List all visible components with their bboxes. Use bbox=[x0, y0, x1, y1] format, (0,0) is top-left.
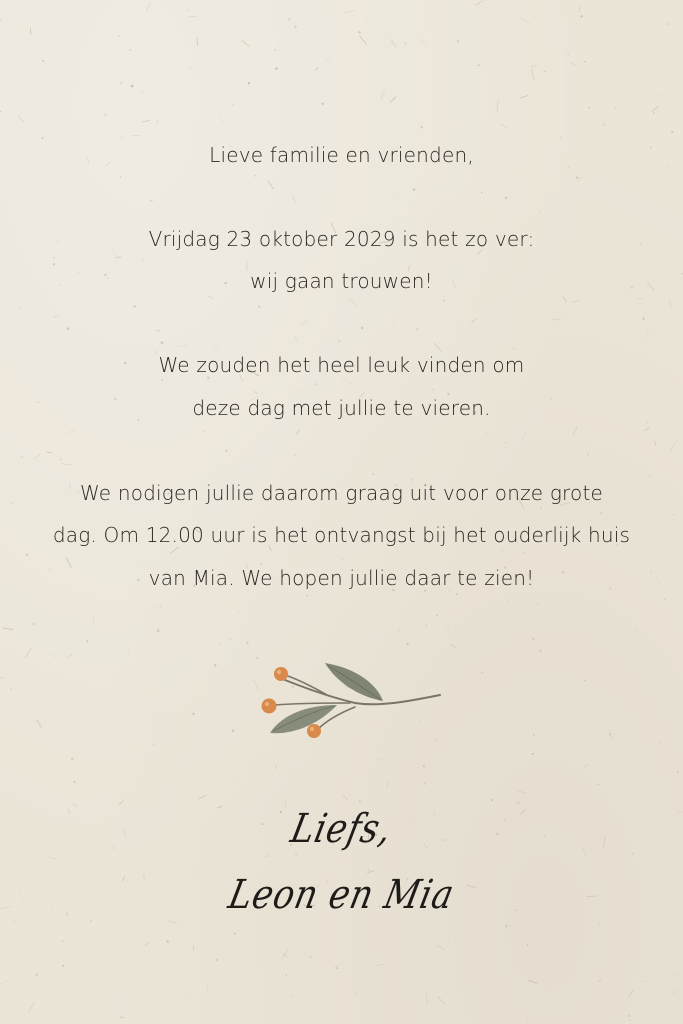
details-line-1: We nodigen jullie daarom graag uit voor onze grote bbox=[79, 481, 604, 505]
date-line: Vrijdag 23 oktober 2029 is het zo ver: bbox=[148, 227, 535, 251]
details-line-2: dag. Om 12.00 uur is het ontvangst bij het ouderlijk huis bbox=[52, 523, 631, 547]
sprig-with-berries-icon bbox=[255, 655, 445, 745]
details-line-3: van Mia. We hopen jullie daar te zien! bbox=[148, 566, 535, 590]
greeting: Lieve familie en vrienden, bbox=[209, 143, 474, 167]
invite-line-1: We zouden het heel leuk vinden om bbox=[158, 353, 525, 377]
invite-line-2: deze dag met jullie te vieren. bbox=[192, 396, 491, 420]
announcement-line: wij gaan trouwen! bbox=[250, 269, 433, 293]
signature-names: Leon en Mia bbox=[224, 872, 459, 918]
closing-line: Liefs, bbox=[286, 806, 397, 852]
